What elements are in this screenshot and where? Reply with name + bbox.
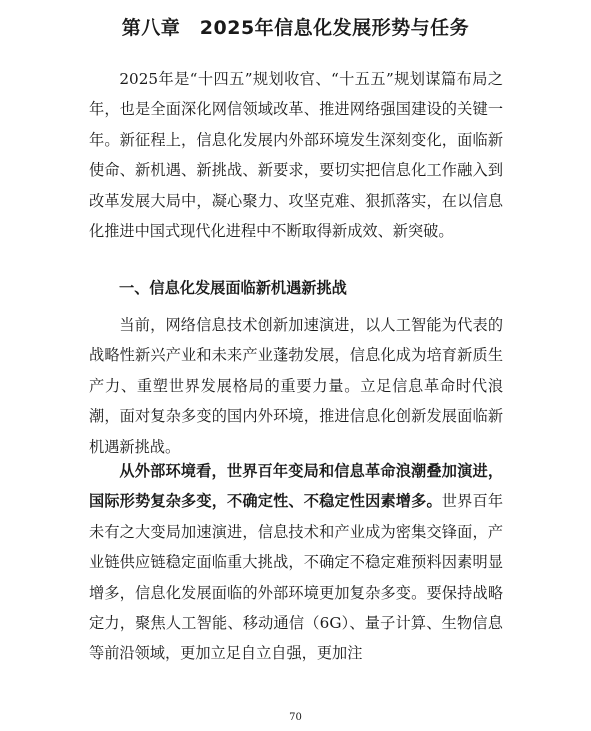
chapter-title: 第八章 2025年信息化发展形势与任务 (121, 17, 470, 39)
paragraph-intro: 2025年是“十四五”规划收官、“十五五”规划谋篇布局之年，也是全面深化网信领域改革、推进网络强国建设的关键一年。新征程上，信息化发展内外部环境发生深刻变化，面临新使命、新机遇、新挑战、新要求，要切实把信息化工作融入到改革发展大局中，凝心聚力、攻坚克难、狠抓落实，在以信息化推进中国式现代化进程中不断取得新成效、新突破。 (89, 70, 503, 241)
paragraph-opportunities: 当前，网络信息技术创新加速演进，以人工智能为代表的战略性新兴产业和未来产业蓬勃发展，信息化成为培育新质生产力、重塑世界发展格局的重要力量。立足信息革命时代浪潮，面对复杂多变的国内外环境，推进信息化创新发展面临新机遇新挑战。 (89, 316, 503, 456)
paragraph-body-text: 世界百年未有之大变局加速演进，信息技术和产业成为密集交锋面，产业链供应链稳定面临重大挑战，不确定不稳定难预料因素明显增多，信息化发展面临的外部环境更加复杂多变。要保持战略定力，聚焦人工智能、移动通信（6G）、量子计算、生物信息等前沿领域，更加立足自立自强，更加注 (89, 492, 504, 663)
page-number: 70 (289, 712, 302, 723)
paragraph-bold-lead: 从外部环境看，世界百年变局和信息革命浪潮叠加演进，国际形势复杂多变，不确定性、不稳定性因素增多。 (89, 462, 503, 511)
section-heading: 一、信息化发展面临新机遇新挑战 (119, 279, 347, 297)
paragraph-external-environment (89, 456, 503, 669)
